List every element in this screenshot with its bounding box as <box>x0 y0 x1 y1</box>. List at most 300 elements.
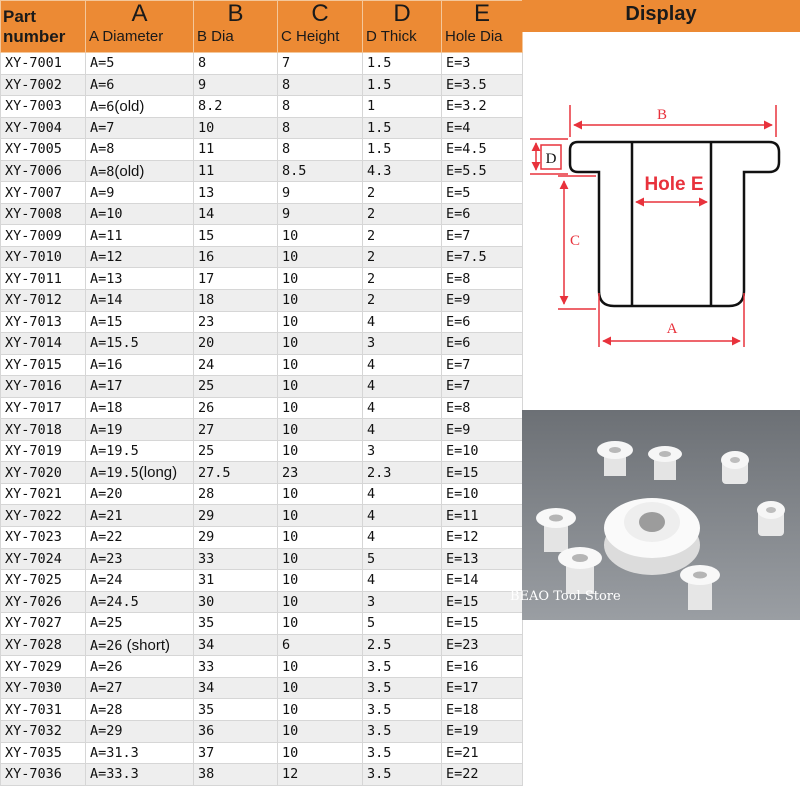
hole-dia-cell-value: E=15 <box>446 464 479 481</box>
label-hole-e: Hole E <box>644 174 704 195</box>
c-height-cell <box>278 311 363 333</box>
hole-dia-cell-value: E=9 <box>446 292 471 309</box>
table-row <box>1 505 523 527</box>
c-height-cell <box>278 203 363 225</box>
b-dia-cell <box>194 720 278 742</box>
d-thick-cell <box>363 225 442 247</box>
bushing-large <box>604 498 700 575</box>
b-dia-cell-value: 28 <box>198 486 215 503</box>
a-diameter-cell <box>86 720 194 742</box>
a-diameter-cell-value: A=5 <box>90 55 115 72</box>
header-letter-b: B <box>227 0 244 27</box>
a-diameter-note: (long) <box>138 464 178 482</box>
b-dia-cell <box>194 656 278 678</box>
c-height-cell-value: 8 <box>282 141 291 158</box>
b-dia-cell <box>194 311 278 333</box>
c-height-cell <box>278 505 363 527</box>
part-number-cell-value: XY-7002 <box>5 76 62 93</box>
display-header: Display <box>522 0 800 32</box>
d-thick-cell <box>363 591 442 613</box>
part-number-cell-value: XY-7001 <box>5 55 62 72</box>
b-dia-cell <box>194 462 278 484</box>
part-number-cell-value: XY-7035 <box>5 744 62 761</box>
a-diameter-cell <box>86 764 194 786</box>
b-dia-cell <box>194 505 278 527</box>
b-dia-cell-value: 24 <box>198 356 215 373</box>
a-diameter-cell <box>86 160 194 182</box>
hole-dia-cell-value: E=3.2 <box>446 98 487 115</box>
b-dia-cell <box>194 483 278 505</box>
part-number-cell-value: XY-7019 <box>5 443 62 460</box>
d-thick-cell <box>363 764 442 786</box>
hole-dia-cell-value: E=23 <box>446 637 479 654</box>
part-number-cell <box>1 591 86 613</box>
part-number-cell <box>1 53 86 75</box>
part-number-cell-value: XY-7008 <box>5 206 62 223</box>
b-dia-cell <box>194 376 278 398</box>
c-height-cell <box>278 290 363 312</box>
c-height-cell-value: 10 <box>282 378 299 395</box>
a-diameter-cell-value: A=33.3 <box>90 766 139 783</box>
part-number-cell-value: XY-7023 <box>5 529 62 546</box>
d-thick-cell-value: 1 <box>367 98 376 115</box>
header-col-c <box>278 1 363 53</box>
table-row <box>1 268 523 290</box>
b-dia-cell <box>194 548 278 570</box>
hole-dia-cell <box>442 462 523 484</box>
header-letter-e: E <box>473 0 490 27</box>
d-thick-cell-value: 3.5 <box>367 723 392 740</box>
table-row <box>1 376 523 398</box>
b-dia-cell <box>194 246 278 268</box>
hole-dia-cell <box>442 548 523 570</box>
table-row <box>1 570 523 592</box>
c-height-cell <box>278 74 363 96</box>
a-diameter-note: (old) <box>114 162 145 180</box>
b-dia-cell <box>194 613 278 635</box>
part-number-cell <box>1 720 86 742</box>
a-diameter-cell <box>86 268 194 290</box>
c-height-cell <box>278 742 363 764</box>
hole-dia-cell <box>442 570 523 592</box>
part-number-cell <box>1 699 86 721</box>
d-thick-cell <box>363 462 442 484</box>
d-thick-cell <box>363 505 442 527</box>
d-thick-cell <box>363 548 442 570</box>
b-dia-cell <box>194 440 278 462</box>
header-label-a: A Diameter <box>89 28 164 45</box>
a-diameter-cell <box>86 117 194 139</box>
b-dia-cell-value: 27 <box>198 421 215 438</box>
a-diameter-cell <box>86 246 194 268</box>
part-number-cell <box>1 354 86 376</box>
c-height-cell <box>278 548 363 570</box>
part-number-cell <box>1 246 86 268</box>
header-label-d: D Thick <box>366 28 417 45</box>
c-height-cell-value: 10 <box>282 421 299 438</box>
d-thick-cell <box>363 699 442 721</box>
a-diameter-cell-value: A=27 <box>90 680 123 697</box>
b-dia-cell <box>194 699 278 721</box>
table-row <box>1 333 523 355</box>
hole-dia-cell-value: E=13 <box>446 550 479 567</box>
b-dia-cell-value: 16 <box>198 249 215 266</box>
a-diameter-cell-value: A=15.5 <box>90 335 139 352</box>
a-diameter-cell-value: A=22 <box>90 529 123 546</box>
part-number-cell <box>1 613 86 635</box>
header-col-e <box>442 1 523 53</box>
hole-dia-cell-value: E=8 <box>446 400 471 417</box>
d-thick-cell <box>363 677 442 699</box>
b-dia-cell-value: 30 <box>198 593 215 610</box>
c-height-cell-value: 10 <box>282 723 299 740</box>
c-height-cell <box>278 117 363 139</box>
part-number-cell <box>1 311 86 333</box>
a-diameter-cell <box>86 333 194 355</box>
a-diameter-cell-value: A=9 <box>90 184 115 201</box>
a-diameter-cell <box>86 462 194 484</box>
table-row <box>1 354 523 376</box>
b-dia-cell <box>194 139 278 161</box>
hole-dia-cell-value: E=10 <box>446 486 479 503</box>
a-diameter-cell <box>86 397 194 419</box>
d-thick-cell-value: 2 <box>367 292 376 309</box>
a-diameter-cell <box>86 419 194 441</box>
d-thick-cell-value: 4 <box>367 486 376 503</box>
c-height-cell <box>278 333 363 355</box>
b-dia-cell-value: 8.2 <box>198 98 223 115</box>
c-height-cell-value: 6 <box>282 637 291 654</box>
hole-dia-cell <box>442 376 523 398</box>
d-thick-cell-value: 2 <box>367 249 376 266</box>
d-thick-cell-value: 4 <box>367 313 376 330</box>
d-thick-cell <box>363 419 442 441</box>
c-height-cell <box>278 354 363 376</box>
part-number-cell-value: XY-7020 <box>5 464 62 481</box>
hole-dia-cell-value: E=15 <box>446 615 479 632</box>
b-dia-cell <box>194 764 278 786</box>
c-height-cell <box>278 656 363 678</box>
hole-dia-cell <box>442 333 523 355</box>
c-height-cell-value: 10 <box>282 658 299 675</box>
b-dia-cell-value: 13 <box>198 184 215 201</box>
hole-dia-cell-value: E=18 <box>446 701 479 718</box>
header-label-e: Hole Dia <box>445 28 503 45</box>
d-thick-cell-value: 2 <box>367 227 376 244</box>
part-number-cell <box>1 203 86 225</box>
part-number-cell-value: XY-7024 <box>5 550 62 567</box>
part-number-cell <box>1 419 86 441</box>
part-number-cell <box>1 764 86 786</box>
a-diameter-cell-value: A=12 <box>90 249 123 266</box>
d-thick-cell <box>363 440 442 462</box>
a-diameter-cell <box>86 225 194 247</box>
c-height-cell <box>278 462 363 484</box>
header-col-d <box>363 1 442 53</box>
c-height-cell <box>278 160 363 182</box>
d-thick-cell-value: 5 <box>367 550 376 567</box>
part-number-cell <box>1 96 86 118</box>
part-number-cell <box>1 117 86 139</box>
hole-dia-cell <box>442 311 523 333</box>
c-height-cell <box>278 268 363 290</box>
b-dia-cell-value: 9 <box>198 76 207 93</box>
d-thick-cell-value: 3.5 <box>367 701 392 718</box>
hole-dia-cell-value: E=19 <box>446 723 479 740</box>
c-height-cell-value: 10 <box>282 270 299 287</box>
part-number-cell <box>1 677 86 699</box>
d-thick-cell-value: 2 <box>367 270 376 287</box>
a-diameter-cell <box>86 53 194 75</box>
a-diameter-cell-value: A=19.5 <box>90 443 139 460</box>
b-dia-cell-value: 27.5 <box>198 464 231 481</box>
table-row <box>1 290 523 312</box>
part-number-cell <box>1 74 86 96</box>
b-dia-cell-value: 14 <box>198 206 215 223</box>
d-thick-cell-value: 4 <box>367 507 376 524</box>
table-row <box>1 656 523 678</box>
hole-dia-cell-value: E=4.5 <box>446 141 487 158</box>
hole-dia-cell <box>442 440 523 462</box>
a-diameter-cell <box>86 203 194 225</box>
hole-dia-cell <box>442 699 523 721</box>
part-number-cell <box>1 742 86 764</box>
a-diameter-cell <box>86 182 194 204</box>
part-number-cell-value: XY-7011 <box>5 270 62 287</box>
a-diameter-cell-value: A=7 <box>90 119 115 136</box>
part-number-cell-value: XY-7007 <box>5 184 62 201</box>
a-diameter-cell <box>86 699 194 721</box>
d-thick-cell <box>363 268 442 290</box>
c-height-cell-value: 10 <box>282 249 299 266</box>
hole-dia-cell-value: E=7 <box>446 356 471 373</box>
c-height-cell <box>278 246 363 268</box>
c-height-cell <box>278 96 363 118</box>
hole-dia-cell <box>442 53 523 75</box>
table-row <box>1 96 523 118</box>
c-height-cell <box>278 225 363 247</box>
a-diameter-cell-value: A=10 <box>90 206 123 223</box>
b-dia-cell <box>194 677 278 699</box>
a-diameter-cell-value: A=19 <box>90 421 123 438</box>
a-diameter-cell-value: A=6 <box>90 76 115 93</box>
part-number-cell <box>1 634 86 656</box>
a-diameter-cell <box>86 634 194 656</box>
d-thick-cell-value: 1.5 <box>367 55 392 72</box>
c-height-cell-value: 10 <box>282 400 299 417</box>
c-height-cell <box>278 483 363 505</box>
a-diameter-cell <box>86 570 194 592</box>
table-row <box>1 397 523 419</box>
a-diameter-cell-value: A=6 <box>90 98 115 115</box>
c-height-cell-value: 10 <box>282 550 299 567</box>
hole-dia-cell-value: E=14 <box>446 572 479 589</box>
hole-dia-cell-value: E=7 <box>446 227 471 244</box>
a-diameter-cell-value: A=23 <box>90 550 123 567</box>
a-diameter-cell <box>86 591 194 613</box>
d-thick-cell <box>363 160 442 182</box>
d-thick-cell <box>363 397 442 419</box>
hole-dia-cell-value: E=6 <box>446 206 471 223</box>
d-thick-cell-value: 1.5 <box>367 141 392 158</box>
table-row <box>1 53 523 75</box>
table-row <box>1 764 523 786</box>
d-thick-cell-value: 3.5 <box>367 766 392 783</box>
label-c: C <box>569 233 581 249</box>
part-number-cell-value: XY-7003 <box>5 98 62 115</box>
store-watermark: BEAO Tool Store <box>510 589 621 604</box>
c-height-cell-value: 7 <box>282 55 291 72</box>
b-dia-cell <box>194 160 278 182</box>
part-number-cell-value: XY-7013 <box>5 313 62 330</box>
b-dia-cell <box>194 527 278 549</box>
c-height-cell-value: 8.5 <box>282 163 307 179</box>
d-thick-cell <box>363 203 442 225</box>
b-dia-cell <box>194 182 278 204</box>
a-diameter-cell-value: A=8 <box>90 141 115 158</box>
header-part-number <box>1 1 86 53</box>
label-d: D <box>545 151 557 167</box>
part-number-cell-value: XY-7025 <box>5 572 62 589</box>
hole-dia-cell <box>442 505 523 527</box>
d-thick-cell-value: 4 <box>367 529 376 546</box>
product-photo <box>510 410 800 620</box>
hole-dia-cell <box>442 720 523 742</box>
hole-dia-cell-value: E=16 <box>446 658 479 675</box>
header-col-b <box>194 1 278 53</box>
part-number-cell-value: XY-7030 <box>5 680 62 697</box>
part-number-cell-value: XY-7015 <box>5 356 62 373</box>
b-dia-cell-value: 10 <box>198 119 215 136</box>
hole-dia-cell <box>442 613 523 635</box>
header-letter-d: D <box>393 0 411 27</box>
hole-dia-cell-value: E=9 <box>446 421 471 438</box>
table-row <box>1 677 523 699</box>
hole-dia-cell-value: E=5.5 <box>446 163 487 179</box>
hole-dia-cell-value: E=6 <box>446 313 471 330</box>
c-height-cell <box>278 397 363 419</box>
a-diameter-cell-value: A=15 <box>90 313 123 330</box>
c-height-cell-value: 12 <box>282 766 299 783</box>
c-height-cell-value: 10 <box>282 227 299 244</box>
table-row <box>1 699 523 721</box>
d-thick-cell-value: 4 <box>367 421 376 438</box>
a-diameter-cell-value: A=19.5 <box>90 465 139 482</box>
hole-dia-cell <box>442 160 523 182</box>
c-height-cell <box>278 139 363 161</box>
d-thick-cell <box>363 570 442 592</box>
table-row <box>1 613 523 635</box>
part-number-cell-value: XY-7014 <box>5 335 62 352</box>
part-number-cell-value: XY-7026 <box>5 593 62 610</box>
d-thick-cell <box>363 527 442 549</box>
a-diameter-cell <box>86 742 194 764</box>
hole-dia-cell-value: E=7.5 <box>446 249 487 266</box>
a-diameter-cell <box>86 376 194 398</box>
b-dia-cell <box>194 117 278 139</box>
b-dia-cell-value: 18 <box>198 292 215 309</box>
hole-dia-cell <box>442 139 523 161</box>
b-dia-cell-value: 25 <box>198 443 215 460</box>
b-dia-cell-value: 33 <box>198 658 215 675</box>
hole-dia-cell <box>442 354 523 376</box>
d-thick-cell-value: 4 <box>367 378 376 395</box>
a-diameter-cell <box>86 656 194 678</box>
part-number-cell-value: XY-7010 <box>5 249 62 266</box>
part-number-cell-value: XY-7016 <box>5 378 62 395</box>
c-height-cell-value: 10 <box>282 486 299 503</box>
a-diameter-cell <box>86 548 194 570</box>
d-thick-cell <box>363 613 442 635</box>
b-dia-cell-value: 8 <box>198 55 207 72</box>
d-thick-cell <box>363 634 442 656</box>
c-height-cell <box>278 182 363 204</box>
a-diameter-cell <box>86 354 194 376</box>
d-thick-cell <box>363 246 442 268</box>
b-dia-cell <box>194 591 278 613</box>
d-thick-cell <box>363 311 442 333</box>
header-part-line-2: number <box>3 26 66 46</box>
hole-dia-cell-value: E=5 <box>446 184 471 201</box>
part-number-cell-value: XY-7012 <box>5 292 62 309</box>
d-thick-cell <box>363 182 442 204</box>
c-height-cell-value: 10 <box>282 572 299 589</box>
b-dia-cell-value: 34 <box>198 680 215 697</box>
a-diameter-cell <box>86 677 194 699</box>
hole-dia-cell <box>442 634 523 656</box>
hole-dia-cell <box>442 656 523 678</box>
hole-dia-cell <box>442 742 523 764</box>
part-number-cell <box>1 139 86 161</box>
a-diameter-cell-value: A=24.5 <box>90 593 139 610</box>
hole-dia-cell <box>442 268 523 290</box>
d-thick-cell-value: 2 <box>367 206 376 223</box>
label-b: B <box>656 107 668 123</box>
hole-dia-cell-value: E=6 <box>446 335 471 352</box>
part-number-cell <box>1 268 86 290</box>
table-row <box>1 182 523 204</box>
table-row <box>1 117 523 139</box>
a-diameter-cell <box>86 505 194 527</box>
a-diameter-cell <box>86 613 194 635</box>
b-dia-cell <box>194 290 278 312</box>
d-thick-cell <box>363 290 442 312</box>
d-thick-cell <box>363 720 442 742</box>
c-height-cell-value: 10 <box>282 356 299 373</box>
c-height-cell <box>278 376 363 398</box>
dim-b <box>570 105 776 137</box>
part-number-cell <box>1 656 86 678</box>
table-row <box>1 203 523 225</box>
table-row <box>1 440 523 462</box>
c-height-cell-value: 10 <box>282 615 299 632</box>
a-diameter-cell-value: A=31.3 <box>90 744 139 761</box>
a-diameter-cell-value: A=18 <box>90 400 123 417</box>
part-number-cell-value: XY-7018 <box>5 421 62 438</box>
hole-dia-cell <box>442 419 523 441</box>
part-number-cell-value: XY-7029 <box>5 658 62 675</box>
table-row <box>1 74 523 96</box>
table-row <box>1 419 523 441</box>
d-thick-cell-value: 2 <box>367 184 376 201</box>
d-thick-cell <box>363 656 442 678</box>
d-thick-cell <box>363 74 442 96</box>
bushing-small-3 <box>721 451 749 484</box>
c-height-cell-value: 9 <box>282 206 291 223</box>
hole-dia-cell <box>442 182 523 204</box>
d-thick-cell <box>363 53 442 75</box>
table-row <box>1 720 523 742</box>
